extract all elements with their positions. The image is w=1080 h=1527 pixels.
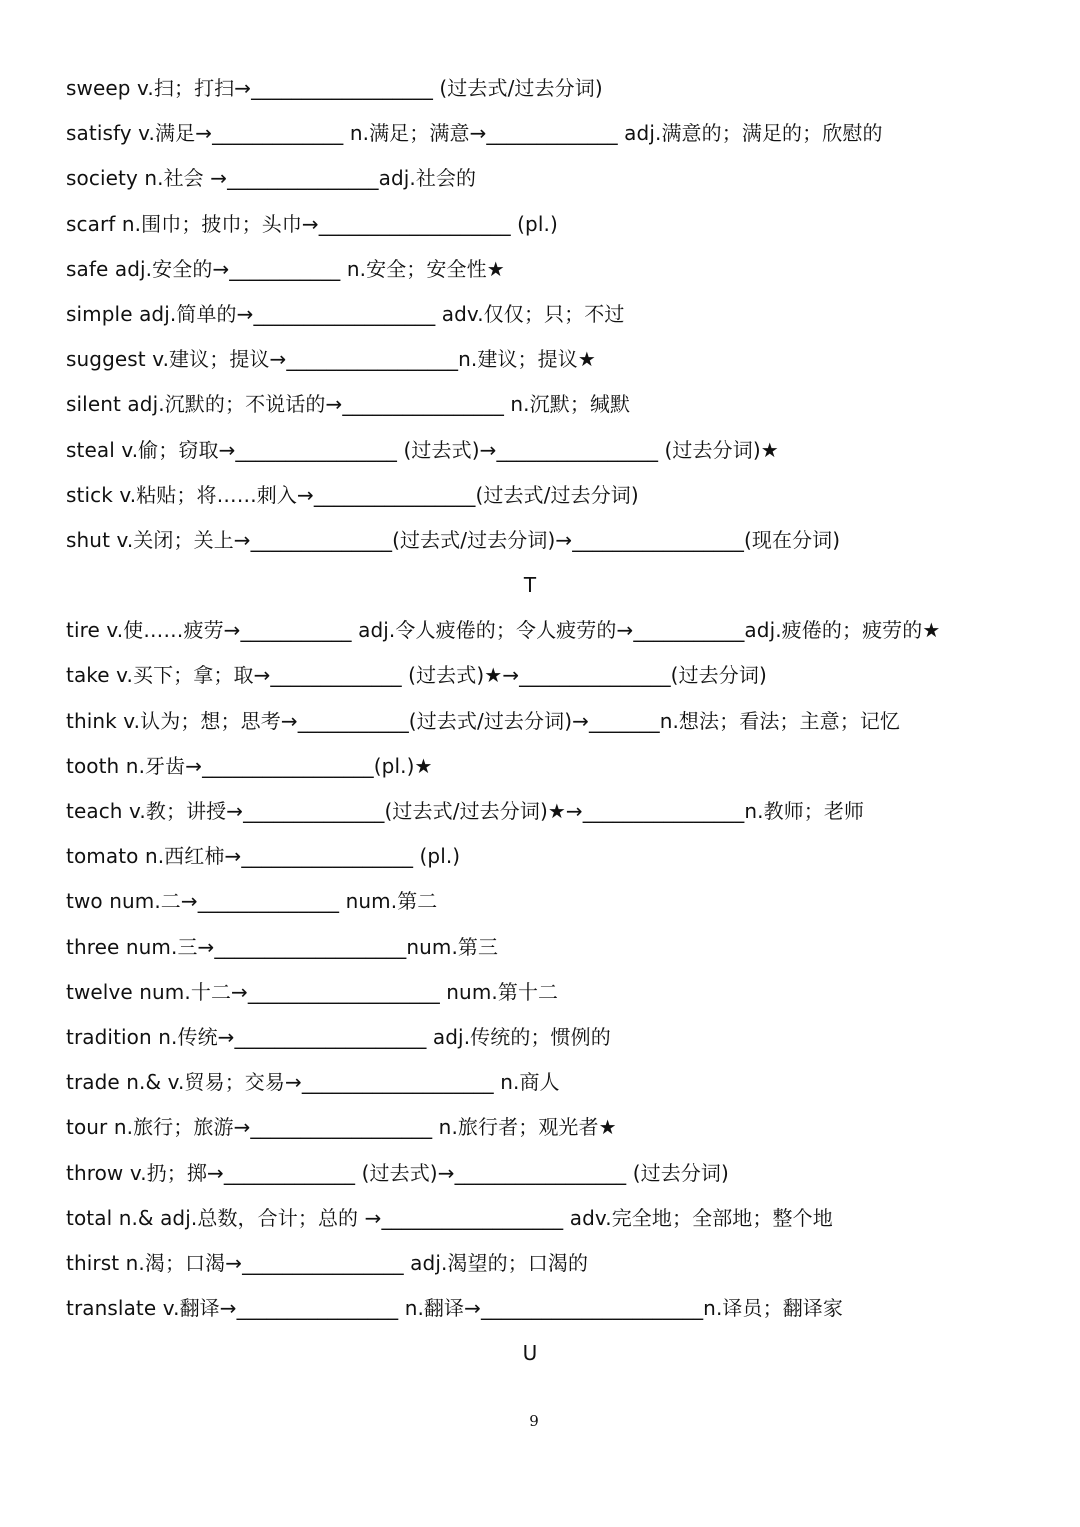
vocab-line-take: take v.买下；拿；取→_____________ (过去式)★→_______________(过去分词)	[66, 663, 767, 688]
vocab-line-twelve: twelve num.十二→___________________ num.第十二	[66, 979, 559, 1004]
vocab-line-society: society n.社会 →_______________adj.社会的	[66, 166, 477, 191]
vocab-line-thirst: thirst n.渴；口渴→________________ adj.渴望的；口渴的	[66, 1250, 589, 1275]
vocab-line-tradition: tradition n.传统→___________________ adj.传统的；惯例的	[66, 1024, 611, 1049]
vocab-line-trade: trade n.& v.贸易；交易→___________________ n.商人	[66, 1070, 560, 1095]
page-number: 9	[529, 1412, 539, 1430]
vocab-line-safe: safe adj.安全的→___________ n.安全；安全性★	[66, 256, 505, 281]
vocab-line-silent: silent adj.沉默的；不说话的→________________ n.沉默；缄默	[66, 392, 631, 417]
vocab-line-three: three num.三→___________________num.第三	[66, 934, 499, 959]
vocabulary-list	[66, 68, 1046, 1378]
vocab-line-shut: shut v.关闭；关上→______________(过去式/过去分词)→_________________(现在分词)	[66, 527, 841, 552]
section-heading-t: T	[523, 573, 537, 598]
vocab-line-throw: throw v.扔；掷→_____________ (过去式)→_________________ (过去分词)	[66, 1160, 729, 1185]
vocab-line-tour: tour n.旅行；旅游→__________________ n.旅行者；观光者★	[66, 1115, 617, 1140]
vocab-line-simple: simple adj.简单的→__________________ adv.仅仅；只；不过	[66, 301, 625, 326]
vocab-line-satisfy: satisfy v.满足→_____________ n.满足；满意→_____________ adj.满意的；满足的；欣慰的	[66, 121, 883, 146]
vocab-line-scarf: scarf n.围巾；披巾；头巾→___________________ (pl.)	[66, 211, 558, 236]
vocab-line-steal: steal v.偷；窃取→________________ (过去式)→________________ (过去分词)★	[66, 437, 779, 462]
vocab-line-stick: stick v.粘贴；将……刺入→________________(过去式/过去分词)	[66, 482, 639, 507]
vocab-line-sweep: sweep v.扫；打扫→__________________ (过去式/过去分词)	[66, 76, 603, 100]
vocab-line-teach: teach v.教；讲授→______________(过去式/过去分词)★→________________n.教师；老师	[66, 799, 865, 823]
vocab-line-tomato: tomato n.西红柿→_________________ (pl.)	[66, 844, 461, 869]
section-heading-u: U	[522, 1341, 538, 1366]
vocab-line-translate: translate v.翻译→________________ n.翻译→______________________n.译员；翻译家	[66, 1296, 844, 1321]
vocab-line-suggest: suggest v.建议；提议→_________________n.建议；提议★	[66, 347, 596, 372]
vocab-line-two: two num.二→______________ num.第二	[66, 889, 438, 914]
vocab-line-total: total n.& adj.总数，合计；总的 →__________________ adv.完全地；全部地；整个地	[66, 1205, 833, 1230]
vocab-line-tooth: tooth n.牙齿→_________________(pl.)★	[66, 753, 433, 778]
vocab-line-think: think v.认为；想；思考→___________(过去式/过去分词)→_______n.想法；看法；主意；记忆	[66, 708, 901, 733]
vocab-line-tire: tire v.使……疲劳→___________ adj.令人疲倦的；令人疲劳的→___________adj.疲倦的；疲劳的★	[66, 618, 941, 643]
